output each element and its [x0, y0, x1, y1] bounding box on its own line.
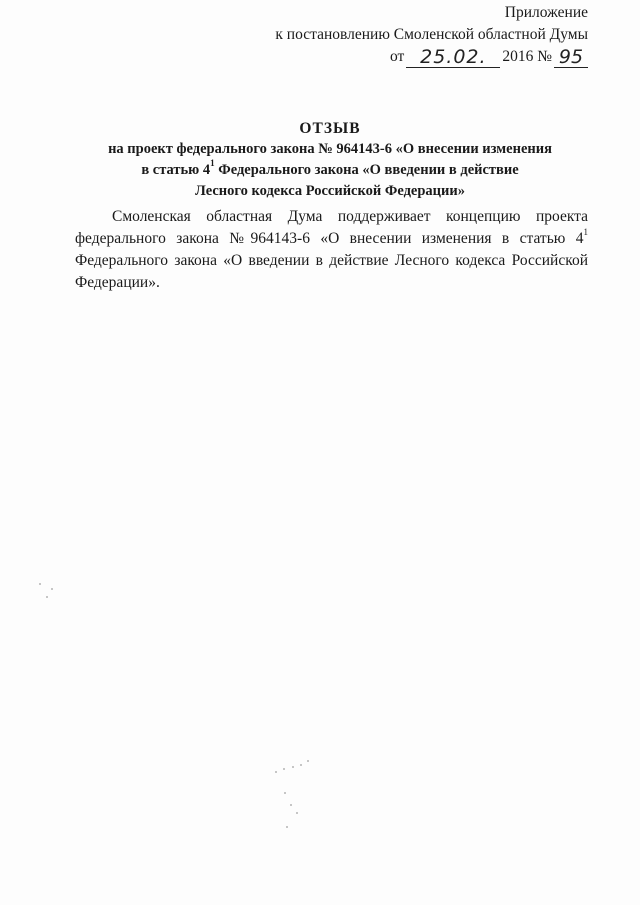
handwritten-number: 95 — [554, 47, 588, 68]
resolution-reference: к постановлению Смоленской областной Думы — [275, 26, 588, 43]
title-main: ОТЗЫВ — [299, 120, 361, 137]
date-number-line — [275, 46, 588, 68]
body-part-1: Смоленская областная Дума поддерживает концепцию проекта федерального закона №964143-6 «О внесении изменения в статью 4 — [75, 208, 588, 247]
appendix-label: Приложение — [504, 4, 588, 21]
appendix-header — [275, 2, 588, 68]
body-superscript: 1 — [583, 226, 588, 237]
document-title — [60, 118, 600, 202]
title-superscript: 1 — [210, 158, 215, 169]
title-line-2-end: Федерального закона «О введении в действие — [214, 162, 519, 178]
year-label: 2016 № — [502, 48, 552, 65]
title-line-3: Лесного кодекса Российской Федерации» — [195, 183, 465, 199]
title-line-2-start: в статью 4 — [141, 162, 211, 178]
date-prefix: от — [390, 48, 405, 65]
title-line-2 — [60, 160, 600, 181]
handwritten-date: 25.02. — [406, 47, 500, 68]
body-part-2: Федерального закона «О введении в действие Лесного кодекса Российской Федерации». — [75, 252, 588, 291]
title-line-1: на проект федерального закона № 964143-6 «О внесении изменения — [108, 141, 552, 157]
body-paragraph — [75, 206, 588, 294]
